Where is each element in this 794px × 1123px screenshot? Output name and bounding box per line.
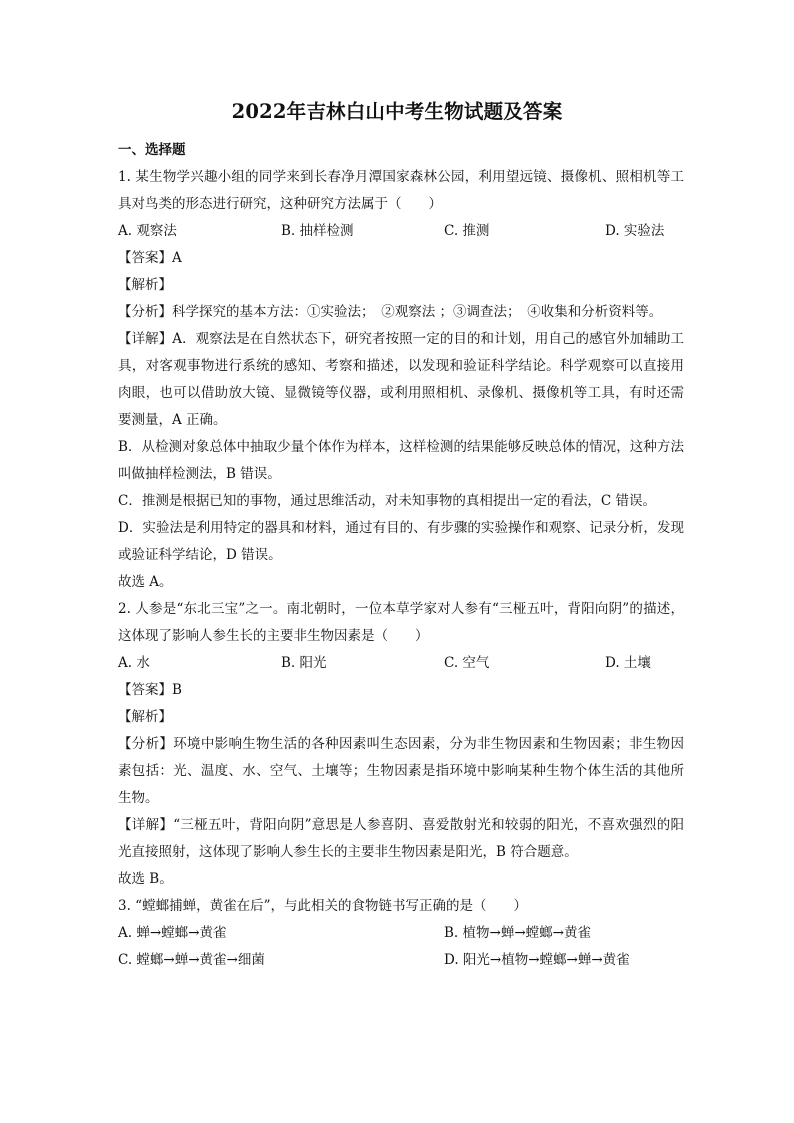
section-heading: 一、选择题 bbox=[118, 142, 186, 158]
question-1-option-d: D. 实验法 bbox=[605, 223, 665, 239]
question-3-option-d: D. 阳光→植物→螳螂→蝉→黄雀 bbox=[444, 952, 630, 968]
question-2-option-c: C. 空气 bbox=[444, 655, 490, 671]
question-1-option-b: B. 抽样检测 bbox=[281, 223, 354, 239]
page-title: 2022年吉林白山中考生物试题及答案 bbox=[231, 100, 563, 123]
question-1-answer: 【答案】A bbox=[118, 250, 182, 266]
question-1-detail-b: B．从检测对象总体中抽取少量个体作为样本，这样检测的结果能够反映总体的情况，这种方法叫做抽样检测法，B 错误。 bbox=[118, 439, 684, 482]
question-3-options-row-1 bbox=[118, 920, 684, 947]
document-body bbox=[118, 137, 684, 974]
question-3-option-a: A. 蝉→螳螂→黄雀 bbox=[118, 925, 227, 941]
question-3-option-c: C. 螳螂→蝉→黄雀→细菌 bbox=[118, 952, 265, 968]
question-2-option-d: D. 土壤 bbox=[605, 655, 651, 671]
question-2-analysis-label: 【解析】 bbox=[118, 709, 172, 725]
question-2-fenxi: 【分析】环境中影响生物生活的各种因素叫生态因素，分为非生物因素和生物因素；非生物因素包括：光、温度、水、空气、土壤等；生物因素是指环境中影响某种生物个体生活的其他所生物。 bbox=[118, 736, 684, 806]
question-1-detail-c: C．推测是根据已知的事物，通过思维活动，对未知事物的真相提出一定的看法，C 错误。 bbox=[118, 493, 656, 509]
question-1-conclusion: 故选 A。 bbox=[118, 574, 173, 590]
question-3-options-row-2 bbox=[118, 947, 684, 974]
question-1-fenxi: 【分析】科学探究的基本方法：①实验法； ②观察法 ；③调查法； ④收集和分析资料等。 bbox=[118, 304, 663, 320]
question-2-conclusion: 故选 B。 bbox=[118, 871, 173, 887]
question-2-options bbox=[118, 650, 684, 677]
question-1-stem: 1. 某生物学兴趣小组的同学来到长春净月潭国家森林公园，利用望远镜、摄像机、照相机等工具对鸟类的形态进行研究，这种研究方法属于（ ） bbox=[118, 169, 684, 212]
question-3-stem: 3. “螳螂捕蝉，黄雀在后”，与此相关的食物链书写正确的是（ ） bbox=[118, 898, 527, 914]
question-2-option-b: B. 阳光 bbox=[281, 655, 327, 671]
question-1-detail-d: D．实验法是利用特定的器具和材料，通过有目的、有步骤的实验操作和观察、记录分析，发现或验证科学结论，D 错误。 bbox=[118, 520, 684, 563]
question-2-answer: 【答案】B bbox=[118, 682, 182, 698]
question-1-options bbox=[118, 218, 684, 245]
question-2-option-a: A. 水 bbox=[118, 655, 150, 671]
question-2-detail: 【详解】“三桠五叶，背阳向阴”意思是人参喜阴、喜爱散射光和较弱的阳光，不喜欢强烈的阳光直接照射，这体现了影响人参生长的主要非生物因素是阳光，B 符合题意。 bbox=[118, 817, 684, 860]
question-1-detail-a: 【详解】A．观察法是在自然状态下，研究者按照一定的目的和计划，用自己的感官外加辅助工具，对客观事物进行系统的感知、考察和描述，以发现和验证科学结论。科学观察可以直接用肉眼，也可以借助放大镜、显微镜等仪器，或利用照相机、录像机、摄像机等工具，有时还需要测量，A 正确。 bbox=[118, 331, 684, 428]
question-3-option-b: B. 植物→蝉→螳螂→黄雀 bbox=[444, 925, 591, 941]
question-1-option-a: A. 观察法 bbox=[118, 223, 177, 239]
question-1-analysis-label: 【解析】 bbox=[118, 277, 172, 293]
question-2-stem: 2. 人参是“东北三宝”之一。南北朝时，一位本草学家对人参有“三桠五叶，背阳向阴”的描述，这体现了影响人参生长的主要非生物因素是（ ） bbox=[118, 601, 684, 644]
question-1-option-c: C. 推测 bbox=[444, 223, 490, 239]
